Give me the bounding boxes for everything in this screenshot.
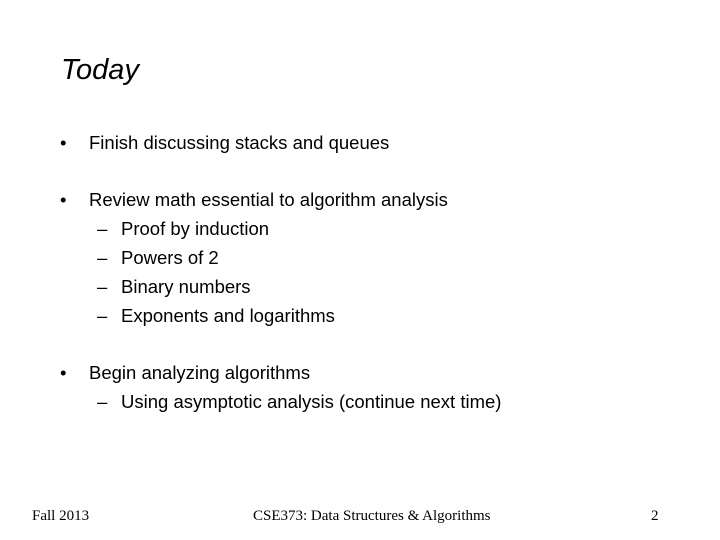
slide-title: Today	[61, 54, 139, 86]
dash-marker: –	[97, 305, 108, 326]
sub-bullet-text: Exponents and logarithms	[121, 305, 335, 326]
sub-bullet-text: Proof by induction	[121, 218, 270, 239]
bullet-text: Review math essential to algorithm analysis	[89, 189, 448, 210]
page-number: 2	[651, 508, 659, 524]
dash-marker: –	[97, 218, 108, 239]
bullet-text: Finish discussing stacks and queues	[89, 132, 390, 153]
dash-marker: –	[97, 247, 108, 268]
footer-course: CSE373: Data Structures & Algorithms	[253, 508, 491, 524]
sub-bullet-text: Powers of 2	[121, 247, 219, 268]
bullet-marker: •	[60, 189, 67, 210]
bullet-marker: •	[60, 132, 67, 153]
footer-term: Fall 2013	[32, 508, 90, 524]
sub-bullet-text: Using asymptotic analysis (continue next time)	[121, 391, 502, 412]
dash-marker: –	[97, 276, 108, 297]
sub-bullet-text: Binary numbers	[121, 276, 251, 297]
dash-marker: –	[97, 391, 108, 412]
bullet-text: Begin analyzing algorithms	[89, 362, 311, 383]
bullet-marker: •	[60, 362, 67, 383]
